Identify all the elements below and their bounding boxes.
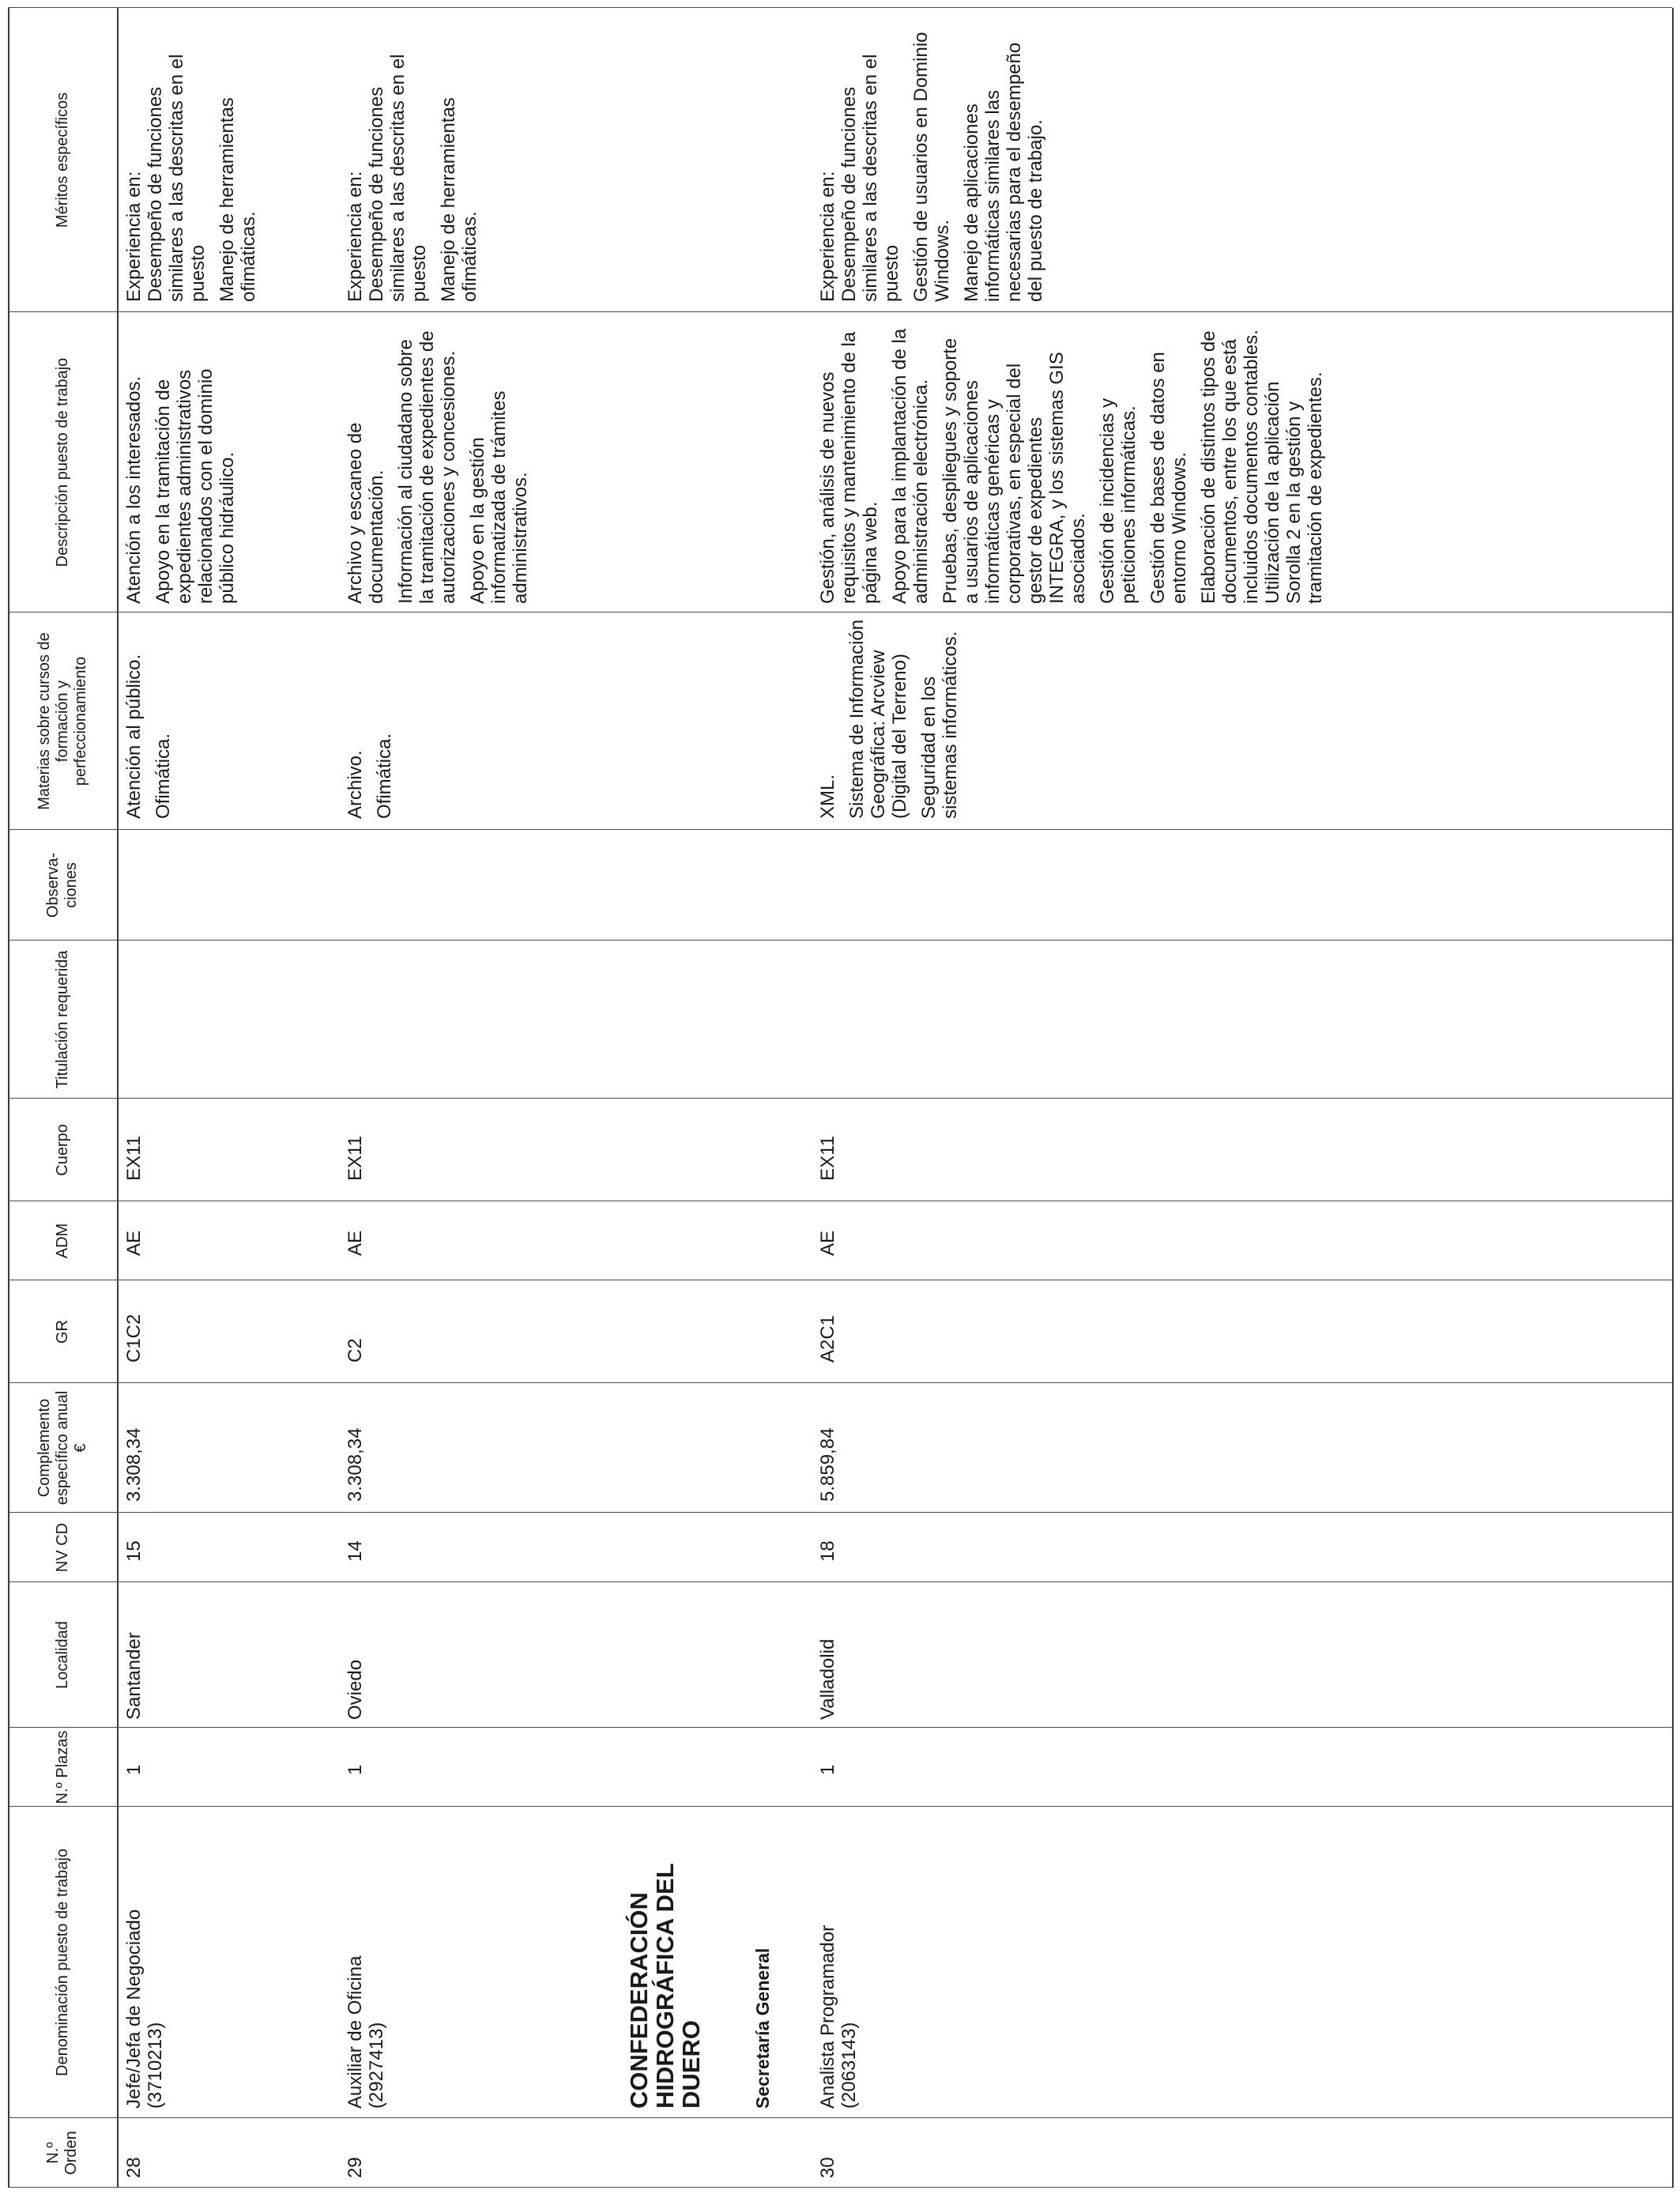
header-orden: N.º Orden: [44, 2131, 80, 2175]
column-divider: [8, 7, 1672, 8]
header-titulacion: Titulación requerida: [53, 950, 71, 1089]
adm-cell: AE: [345, 1230, 366, 1256]
orden-cell: 29: [345, 2157, 366, 2178]
header-observaciones: Observa- ciones: [44, 852, 80, 918]
descripcion-cell: [345, 323, 539, 604]
materia-item: Ofimática.: [374, 733, 395, 819]
descripcion-item: Atención a los interesados.: [123, 375, 145, 604]
descripcion-item: Pruebas, despliegues y soporte a usuarios de aplicaciones informáticas genéricas y corporativas, en especial del gestor de expedientes INTEGRA, y los sistemas GIS asociados.: [940, 337, 1089, 604]
grupo-cell: C1C2: [123, 1314, 145, 1363]
descripcion-item: Gestión, análisis de nuevos requisitos y mantenimiento de la página web.: [817, 331, 881, 604]
header-plazas: N.º Plazas: [53, 1730, 71, 1804]
plazas-cell: 1: [817, 1764, 838, 1775]
materia-item: Ofimática.: [153, 733, 174, 819]
materia-item: XML.: [817, 774, 838, 819]
header-grupo: GR: [53, 1320, 71, 1344]
materias-cell: [345, 617, 403, 819]
grupo-cell: C2: [345, 1338, 366, 1363]
localidad-cell: Santander: [123, 1632, 145, 1720]
denominacion-text: Auxiliar de Oficina: [345, 1955, 366, 2109]
denominacion-text: Jefe/Jefa de Negociado: [123, 1909, 145, 2109]
header-meritos: Méritos específicos: [53, 92, 71, 228]
localidad-cell: Valladolid: [817, 1638, 838, 1720]
cuerpo-cell: EX11: [123, 1136, 145, 1181]
materias-cell: [817, 617, 969, 819]
column-divider: [8, 311, 1672, 312]
descripcion-item: Elaboración de distintos tipos de documentos, entre los que está incluidos documentos contables. Utilización de la aplicación Sorolla 2 en la gestión y tramitación de expedientes.: [1198, 330, 1326, 604]
complemento-cell: 3.308,34: [345, 1427, 366, 1502]
complemento-cell: 5.859,84: [817, 1427, 838, 1502]
header-descripcion: Descripción puesto de trabajo: [53, 357, 71, 567]
meritos-title: Experiencia en:: [817, 171, 838, 302]
meritos-cell: [123, 16, 267, 302]
nivel-cell: 15: [123, 1540, 145, 1562]
merito-item: Desempeño de funciones similares a las descritas en el puesto: [366, 54, 430, 302]
column-divider: [8, 1512, 1672, 1513]
merito-item: Manejo de herramientas ofimáticas.: [438, 97, 480, 302]
header-materias: Materias sobre cursos de formación y perfeccionamiento: [35, 632, 89, 810]
column-divider: [8, 2117, 1672, 2118]
meritos-title: Experiencia en:: [123, 171, 145, 302]
denominacion-text: Analista Programador: [817, 1924, 838, 2109]
column-divider: [8, 829, 1672, 830]
column-divider: [8, 612, 1672, 613]
descripcion-item: Información al ciudadano sobre la tramitación de expedientes de autorizaciones y concesiones.: [395, 330, 459, 604]
adm-cell: AE: [817, 1230, 838, 1256]
column-divider: [8, 1382, 1672, 1383]
organismo-heading: CONFEDERACIÓN HIDROGRÁFICA DEL DUERO: [625, 1864, 705, 2109]
nivel-cell: 18: [817, 1540, 838, 1562]
merito-item: Manejo de aplicaciones informáticas similares las necesarias para el desempeño del puesto de trabajo.: [961, 42, 1046, 302]
header-denominacion: Denominación puesto de trabajo: [53, 1849, 71, 2076]
codigo-text: (2063143): [838, 2022, 860, 2109]
merito-item: Manejo de herramientas ofimáticas.: [217, 97, 259, 302]
orden-cell: 28: [123, 2157, 145, 2178]
materias-cell: [123, 617, 182, 819]
header-cuerpo: Cuerpo: [53, 1124, 71, 1176]
column-divider: [8, 1581, 1672, 1582]
cuerpo-cell: EX11: [345, 1136, 366, 1181]
column-divider: [8, 1806, 1672, 1807]
header-nivel: NV CD: [53, 1522, 71, 1573]
adm-cell: AE: [123, 1230, 145, 1256]
denominacion-cell: [345, 1812, 387, 2109]
header-adm: ADM: [53, 1223, 71, 1259]
merito-item: Desempeño de funciones similares a las descritas en el puesto: [145, 54, 209, 302]
complemento-cell: 3.308,34: [123, 1427, 145, 1502]
descripcion-item: Apoyo para la implantación de la administración electrónica.: [889, 328, 932, 604]
descripcion-item: Gestión de bases de datos en entorno Windows.: [1147, 352, 1190, 604]
descripcion-cell: [817, 323, 1334, 604]
orden-cell: 30: [817, 2157, 838, 2178]
column-divider: [8, 1098, 1672, 1099]
table-bottom-border: [1672, 8, 1674, 2188]
merito-item: Desempeño de funciones similares a las descritas en el puesto: [838, 54, 902, 302]
denominacion-cell: [123, 1812, 166, 2109]
materia-item: Archivo.: [345, 750, 366, 819]
descripcion-cell: [123, 323, 246, 604]
grupo-cell: A2C1: [817, 1314, 838, 1363]
descripcion-item: Apoyo en la tramitación de expedientes administrativos relacionados con el dominio público hidráulico.: [153, 368, 238, 604]
denominacion-cell: [817, 1812, 860, 2109]
materia-item: Atención al público.: [123, 654, 145, 819]
column-divider: [8, 940, 1672, 941]
nivel-cell: 14: [345, 1540, 366, 1562]
cuerpo-cell: EX11: [817, 1136, 838, 1181]
header-localidad: Localidad: [53, 1621, 71, 1689]
descripcion-item: Gestión de incidencias y peticiones informáticas.: [1097, 398, 1139, 604]
column-divider: [8, 1727, 1672, 1728]
header-complemento: Complemento específico anual €: [35, 1390, 89, 1506]
unidad-heading: Secretaría General: [752, 1947, 773, 2109]
codigo-text: (2927413): [366, 2022, 387, 2109]
plazas-cell: 1: [123, 1764, 145, 1775]
column-divider: [8, 2187, 1672, 2188]
merito-item: Gestión de usuarios en Dominio Windows.: [910, 32, 953, 302]
plazas-cell: 1: [345, 1764, 366, 1775]
meritos-cell: [817, 16, 1054, 302]
localidad-cell: Oviedo: [345, 1659, 366, 1720]
meritos-cell: [345, 16, 488, 302]
materia-item: Seguridad en los sistemas informáticos.: [918, 631, 961, 819]
descripcion-item: Archivo y escaneo de documentación.: [345, 422, 387, 604]
descripcion-item: Apoyo en la gestión informatizada de trámites administrativos.: [467, 390, 531, 604]
materia-item: Sistema de Información Geográfica: Arcview (Digital del Terreno): [846, 619, 910, 819]
meritos-title: Experiencia en:: [345, 171, 366, 302]
codigo-text: (3710213): [145, 2022, 166, 2109]
